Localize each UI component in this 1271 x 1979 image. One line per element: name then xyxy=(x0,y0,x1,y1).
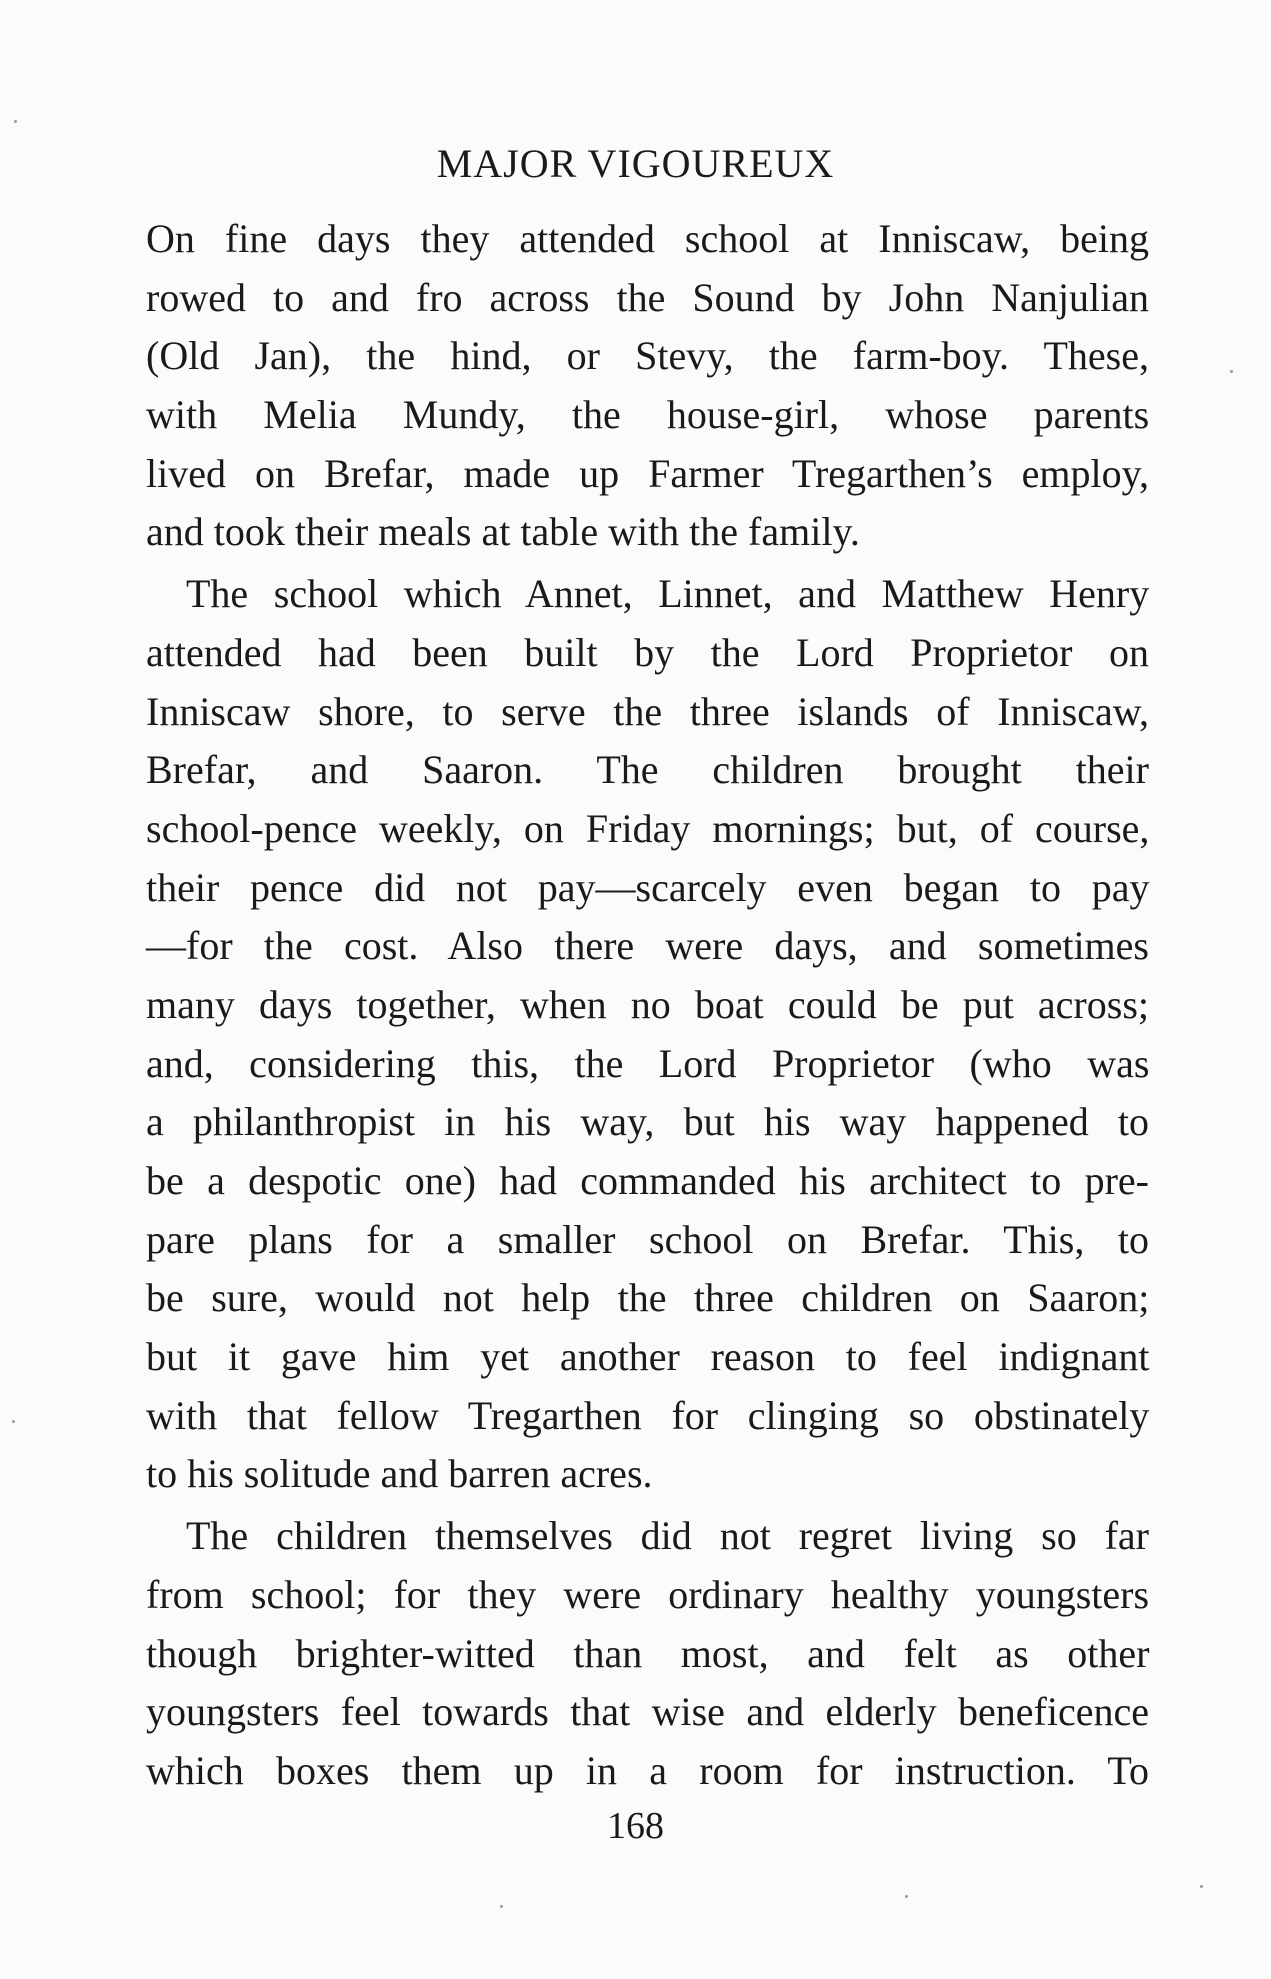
paper-speck xyxy=(1230,370,1233,373)
paper-speck xyxy=(12,1420,15,1423)
paragraph xyxy=(146,210,1149,562)
text-line: school-pence weekly, on Friday mornings; but, of course, xyxy=(146,805,1150,851)
text-line: On fine days they attended school at Inniscaw, being xyxy=(146,216,1149,261)
text-line: pare plans for a smaller school on Brefar. This, to xyxy=(146,1216,1149,1262)
text-line: a philanthropist in his way, but his way happened to xyxy=(146,1099,1149,1145)
text-line: be a despotic one) had commanded his architect to pre- xyxy=(146,1158,1149,1203)
text-line: though brighter-witted than most, and felt as other xyxy=(146,1630,1150,1676)
text-line: and, considering this, the Lord Proprietor (who was xyxy=(146,1040,1150,1086)
page-number: 168 xyxy=(607,1805,664,1847)
text-line: —for the cost. Also there were days, and sometimes xyxy=(146,923,1149,969)
text-line: but it gave him yet another reason to feel indignant xyxy=(146,1334,1150,1380)
text-line: The school which Annet, Linnet, and Matthew Henry xyxy=(186,571,1150,617)
text-line: be sure, would not help the three children on Saaron; xyxy=(146,1275,1150,1321)
paper-speck xyxy=(500,1905,503,1908)
text-line: The children themselves did not regret living so far xyxy=(186,1513,1149,1559)
paragraph xyxy=(146,1507,1149,1800)
text-line: with Melia Mundy, the house-girl, whose parents xyxy=(146,392,1150,438)
running-header: MAJOR VIGOUREUX xyxy=(436,141,835,186)
text-line: which boxes them up in a room for instruction. To xyxy=(146,1747,1149,1793)
text-line: youngsters feel towards that wise and elderly beneficence xyxy=(146,1689,1149,1735)
paper-speck xyxy=(14,120,17,123)
text-line: their pence did not pay—scarcely even began to pay xyxy=(146,864,1150,910)
paper-speck xyxy=(1200,1885,1203,1888)
paragraph xyxy=(146,565,1149,1504)
text-line: (Old Jan), the hind, or Stevy, the farm-boy. These, xyxy=(146,333,1149,379)
text-line: from school; for they were ordinary healthy youngsters xyxy=(146,1571,1150,1617)
body-text xyxy=(146,210,1149,1801)
text-line: to his solitude and barren acres. xyxy=(146,1451,653,1497)
text-line: with that fellow Tregarthen for clinging so obstinately xyxy=(146,1392,1150,1438)
text-line: rowed to and fro across the Sound by John Nanjulian xyxy=(146,274,1149,320)
paper-speck xyxy=(905,1895,908,1898)
text-line: Inniscaw shore, to serve the three islands of Inniscaw, xyxy=(146,688,1149,734)
text-line: Brefar, and Saaron. The children brought their xyxy=(146,747,1149,793)
text-line: lived on Brefar, made up Farmer Tregarthen’s employ, xyxy=(146,450,1150,496)
text-line: attended had been built by the Lord Proprietor on xyxy=(146,629,1149,675)
text-line: and took their meals at table with the family. xyxy=(146,509,860,555)
text-line: many days together, when no boat could be put across; xyxy=(146,981,1149,1027)
